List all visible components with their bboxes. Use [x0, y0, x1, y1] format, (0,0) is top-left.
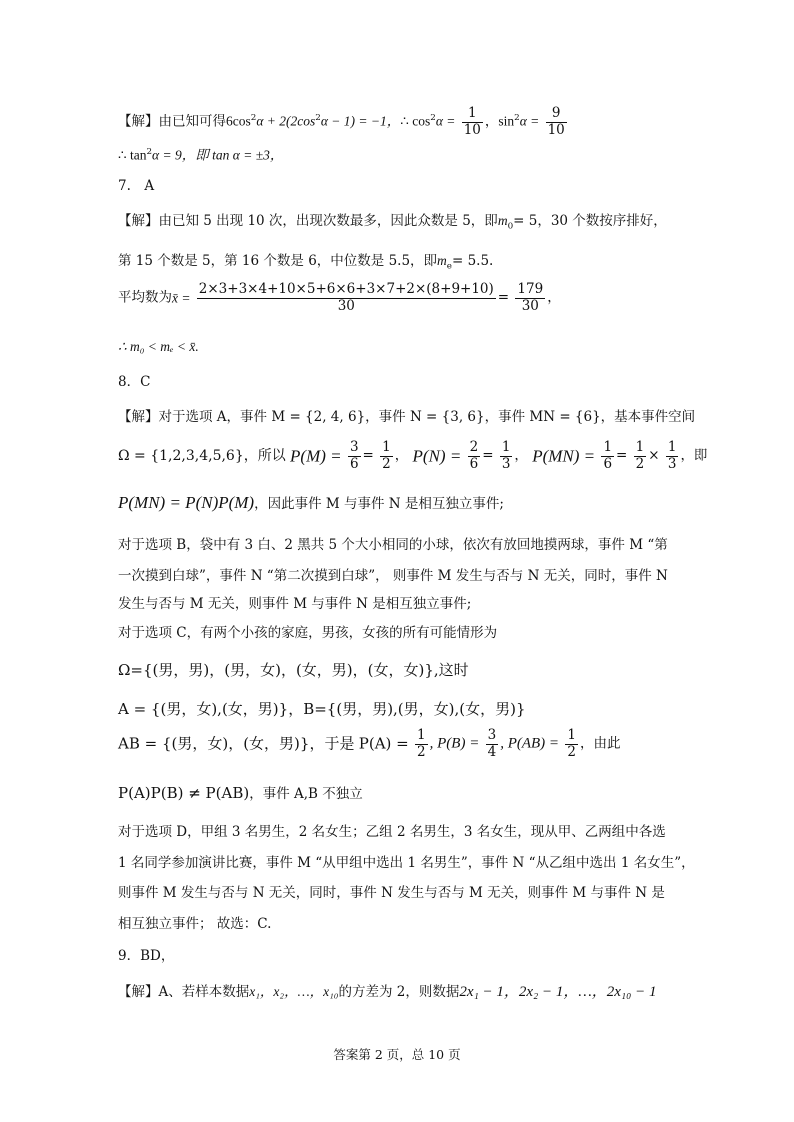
math: α = — [519, 113, 540, 129]
solution-7-line-1: 【解】由已知 5 出现 10 次，出现次数最多，因此众数是 5，即$m_0= 5$，30 个数按序排好， — [118, 213, 667, 232]
math: P(A)P(B) ≠ P(AB) — [118, 784, 250, 802]
fraction: $\frac{3}{4}$ — [487, 727, 497, 760]
text: 【解】对于选项 A，事件 M = {2, 4, 6}，事件 N = {3, 6}，事件 MN = {6}，基本事件空间 — [118, 409, 696, 425]
page-footer: 答案第 2 页，总 10 页 — [333, 1047, 461, 1062]
text: 【解】A、若样本数据 — [118, 984, 250, 1000]
fraction: $\frac{3}{6}$ — [349, 439, 359, 472]
solution-8-option-d-2 — [118, 857, 695, 871]
text: 的方差为 2，则数据 — [338, 984, 460, 1000]
solution-8-line-1 — [118, 411, 695, 425]
text: 平均数为 — [118, 289, 172, 306]
text: 一次摸到白球”，事件 N “第二次摸到白球”， 则事件 M 发生与否与 N 无关，同时，事件 N — [118, 568, 668, 584]
text: 1 名同学参加演讲比赛，事件 M “从甲组中选出 1 名男生”，事件 N “从乙组中选出 1 名女生”， — [118, 855, 695, 871]
math: , P(B) = — [429, 735, 480, 752]
fraction: $\frac{1}{2}$ — [635, 439, 645, 472]
math: ∴ tan — [118, 147, 147, 163]
math: m — [437, 253, 447, 268]
text: 对于选项 B，袋中有 3 白、2 黑共 5 个大小相同的小球，依次有放回地摸两球，事件 M “第 — [118, 537, 668, 553]
math: α = — [435, 113, 456, 129]
fraction: $\frac{1}{10}$ — [463, 105, 481, 138]
fraction: $\frac{1}{2}$ — [417, 727, 426, 760]
solution-8-option-c-2 — [118, 663, 469, 678]
text: 对于选项 D，甲组 3 名男生，2 名女生；乙组 2 名男生，3 名女生，现从甲、乙两组中各选 — [118, 824, 666, 840]
text: A = {(男，女),(女，男)}，B={(男，男),(男，女),(女，男)} — [118, 700, 526, 718]
solution-8-line-3 — [118, 494, 504, 512]
text: ，因此事件 M 与事件 N 是相互独立事件; — [254, 496, 504, 512]
text: 则事件 M 发生与否与 N 无关，同时，事件 N 发生与否与 M 无关，则事件 M 与事件 N 是 — [118, 885, 665, 901]
text: 相互独立事件； 故选：C. — [118, 916, 272, 932]
fraction: $\frac{9}{10}$ — [547, 105, 565, 138]
math: P(M) = — [290, 446, 342, 466]
solution-9-line-1 — [118, 985, 656, 1000]
math: ，sin — [484, 113, 515, 129]
solution-8-option-c-1 — [118, 627, 497, 641]
math: P(MN) = P(N)P(M) — [118, 493, 255, 512]
math: , P(AB) = — [500, 735, 560, 752]
question-7-answer — [118, 180, 154, 194]
question-9-answer — [118, 950, 174, 964]
text: ，事件 A,B 不独立 — [249, 786, 363, 802]
solution-8-option-c-4 — [118, 728, 620, 760]
math: α + 2(2cos — [256, 113, 316, 129]
text: ，由此 — [579, 735, 621, 752]
mean-fraction: $\frac{2\times 3+3\times 4+10\times 5+6\times 6+3\times 7+2\times(8+9+10)}{30}$ — [198, 281, 494, 314]
solution-8-option-b-3 — [118, 598, 471, 612]
math: m — [497, 213, 508, 228]
solution-8-option-b-1 — [118, 539, 668, 553]
solution-8-option-d-4 — [118, 918, 271, 932]
text: 7. A — [118, 178, 155, 194]
math: P(MN) = — [532, 446, 596, 466]
fraction: $\frac{1}{6}$ — [603, 439, 613, 472]
solution-6-line-2: ∴ $\tan^2\alpha = 9$，即 tan α = ±3， — [118, 147, 284, 163]
math: x₁，x₂，…，x₁₀ — [249, 984, 339, 999]
fraction: $\frac{1}{2}$ — [382, 439, 391, 472]
text: = 5，30 个数按序排好， — [513, 213, 667, 229]
text: AB = {(男，女)，(女，男)}，于是 — [118, 734, 355, 753]
mean-result: $\frac{179}{30}$ — [517, 281, 544, 314]
solution-8-option-c-3 — [118, 702, 526, 717]
text: 8．C — [118, 374, 151, 390]
math: P(A) = — [358, 734, 409, 753]
text: Ω = {1,2,3,4,5,6}，所以 — [118, 448, 286, 465]
solution-6-line-1: 【解】由已知可得$6\cos^2\alpha + 2(2\cos^2\alpha - 1) = -1$，∴ $\cos^2\alpha$ = $\frac{1}{10}$ ，$\sin^2\alpha$ = $\frac{9}{10}$ — [118, 105, 565, 138]
solution-8-option-d-1 — [118, 826, 666, 840]
solution-8-line-2: Ω = {1,2,3,4,5,6}，所以 P(M) = $\frac{3}{6}$ = $\frac{1}{2}$ ， P(N) = $\frac{2}{6}$ = $\frac{1}{3}$ ， P(MN) = $\frac{1}{6}$ = $\frac{1}{2}$ × $\frac{1}{3}$ ，即 — [118, 439, 708, 472]
solution-7-line-2: 第 15 个数是 5，第 16 个数是 6，中位数是 5.5，即$m_e= 5.5$. — [118, 253, 494, 272]
math: ∴ cos — [400, 113, 431, 129]
text: 9．BD， — [118, 948, 175, 964]
solution-8-option-b-2 — [118, 570, 668, 584]
text: 对于选项 C，有两个小孩的家庭，男孩，女孩的所有可能情形为 — [118, 625, 498, 641]
fraction: $\frac{1}{3}$ — [667, 439, 677, 472]
text: 发生与否与 M 无关，则事件 M 与事件 N 是相互独立事件; — [118, 596, 472, 612]
math: ∴ m₀ < mₑ < x̄. — [118, 339, 199, 354]
solution-8-option-c-5 — [118, 786, 363, 802]
fraction: $\frac{1}{2}$ — [567, 727, 576, 760]
math: 6cos — [226, 113, 251, 129]
solution-8-option-d-3 — [118, 887, 665, 901]
text: 第 15 个数是 5，第 16 个数是 6，中位数是 5.5，即 — [118, 253, 438, 269]
math: P(N) = — [412, 446, 462, 466]
fraction: $\frac{2}{6}$ — [469, 439, 479, 472]
math: 2x₁ − 1，2x₂ − 1，…，2x₁₀ − 1 — [459, 984, 657, 1000]
math: α − 1) = −1， — [320, 113, 401, 129]
solution-7-conclusion — [118, 340, 199, 354]
text: = 5.5. — [451, 253, 494, 269]
text: 【解】由已知 5 出现 10 次，出现次数最多，因此众数是 5，即 — [118, 213, 498, 229]
fraction: $\frac{1}{3}$ — [501, 439, 511, 472]
question-8-answer — [118, 376, 150, 390]
solution-7-mean: 平均数为x̄ = $\frac{2\times 3+3\times 4+10\times 5+6\times 6+3\times 7+2\times(8+9+10)}{30}$ = $\frac{179}{30}$ ， — [118, 281, 561, 314]
text: 【解】由已知可得 — [118, 113, 226, 130]
math: α = 9，即 tan α = ±3， — [152, 147, 284, 163]
text: Ω={(男，男)，(男，女)，(女，男)，(女，女)},这时 — [118, 661, 469, 679]
